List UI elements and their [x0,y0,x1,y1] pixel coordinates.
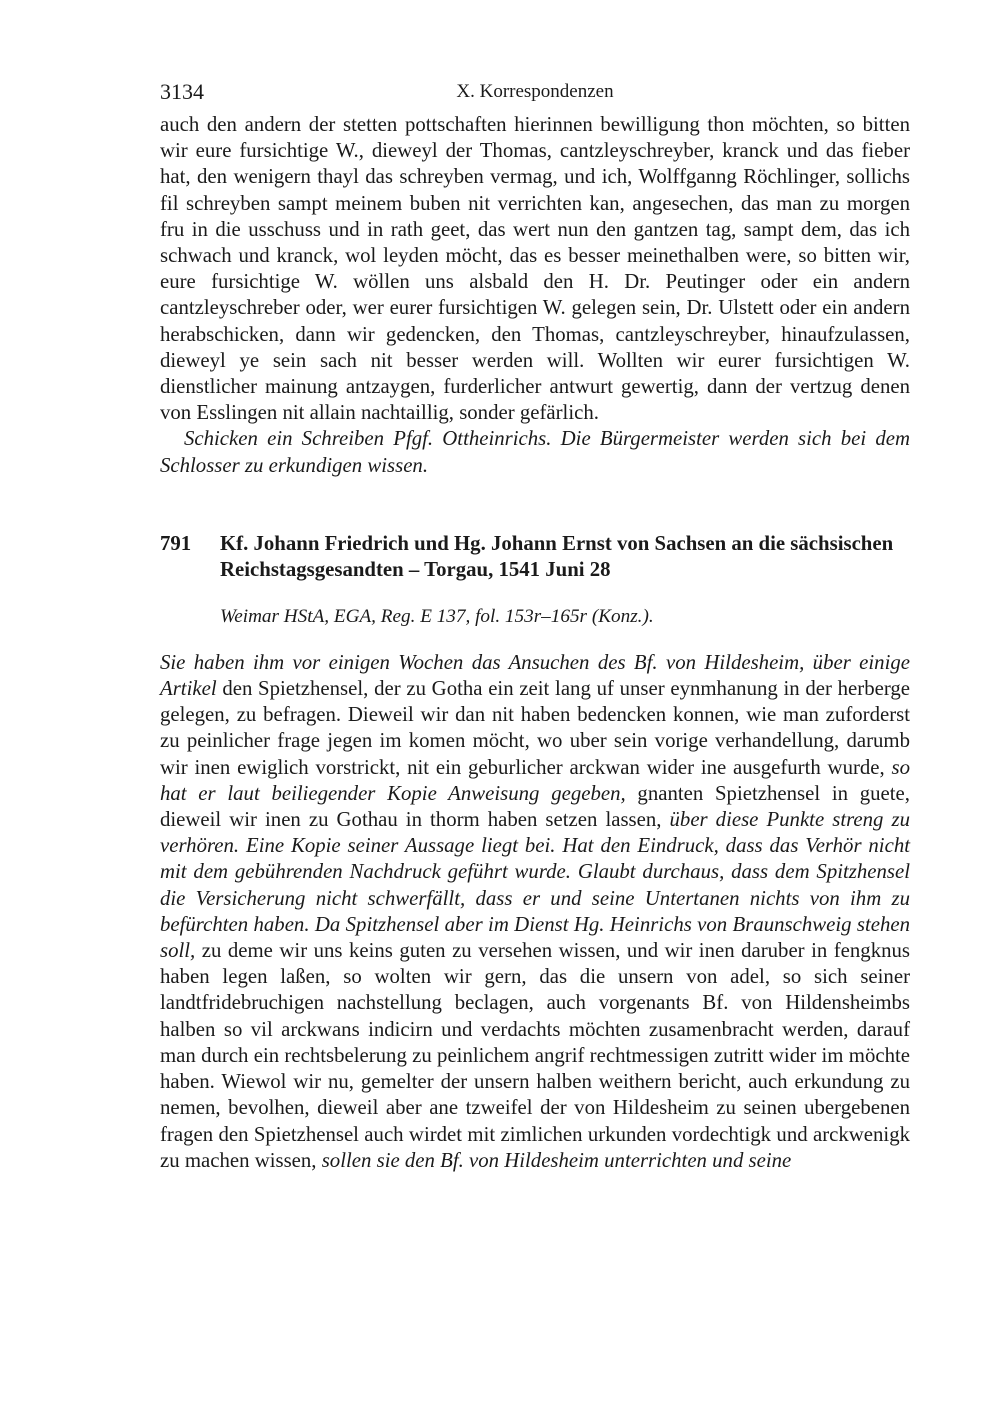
entry-title: Kf. Johann Friedrich und Hg. Johann Ernst von Sachsen an die sächsischen Reichstagsgesandten – Torgau, 1541 Juni 28 [220,531,894,582]
continuation-paragraph: auch den andern der stetten pottschaften hierinnen bewilligung thon möchten, so bitten wir eure fursichtige W., dieweyl der Thomas, cantzleyschreyber, kranck und das fieber hat, den wenigern thayl das schreyben vermag, und ich, Wolffganng Röchlinger, sollichs fil schreyben sampt meinem buben nit verrichten kan, angesechen, das man zu morgen fru in die usschuss und in rath geet, das wert nun den gantzen tag, sampt dem, das ich schwach und kranck, wol leyden möcht, das es besser meinethalben were, so bitten wir, eure fursichtige W. wöllen uns alsbald den H. Dr. Peutinger oder ein andern cantzleyschreber oder, wer eurer fursichtigen W. gelegen sein, Dr. Ulstett oder ein andern herabschicken, dann wir gedencken, den Thomas, cantzleyschreyber, hinaufzulassen, dieweyl ye sein sach nit besser werden will. Wollten wir eurer fursichtigen W. dienstlicher mainung antzaygen, furderlicher antwurt gewertig, dann der vertzug denen von Esslingen nit allain nachtaillig, sonder gefärlich. [160,113,910,425]
entry-number: 791 [160,531,192,555]
page-header [160,76,910,112]
running-title: X. Korrespondenzen [456,81,614,102]
body-segment: so hat er laut beiliegender Kopie Anweisung gegeben, [160,755,910,805]
document-entry-heading [160,531,910,584]
body-segment: zu deme wir uns keins guten zu versehen wissen, und wir inen daruber in fengknus haben legen laßen, so wolten wir gern, das die unsern von adel, so sich seiner landtfridebruchigen nachstellung beclagen, auch vorgenants Bf. von Hildensheimbs halben so vil arckwans indicirn und verdachts möchten zusamenbracht werden, darauf man durch ein rechtsbelerung zu peinlichem angrif rechtmessigen zutritt wider im möchte haben. Wiewol wir nu, gemelter der unsern halben weithern bericht, auch erkundung zu nemen, bevolhen, dieweil aber ane tzweifel der von Hildesheim zu seinen ubergebenen fragen den Spietzhensel auch wirdet mit zimlichen urkunden vordechtigk und arckwenigk zu machen wissen, [160,939,910,1172]
page [160,76,910,1174]
continuation-summary: Schicken ein Schreiben Pfgf. Ottheinrichs. Die Bürgermeister werden sich bei dem Schlosser zu erkundigen wissen. [160,427,910,477]
body-segment: gnanten Spietzhensel in guete, dieweil wir inen zu Gothau in thorm haben setzen lassen, [160,781,910,832]
body-segment: sollen sie den Bf. von Hildesheim unterrichten und seine [321,1148,792,1172]
body-segment: Sie haben ihm vor einigen Wochen das Ansuchen des Bf. von Hildesheim, über einige Artikel [160,650,910,701]
body-segment: über diese Punkte streng zu verhören. Eine Kopie seiner Aussage liegt bei. Hat den Eindruck, dass das Verhör nicht mit dem gebührenden Nachdruck geführt wurde. Glaubt durchaus, dass dem Spitzhensel die Versicherung nicht schwerfällt, dass er und seine Untertanen nichts von ihm zu befürchten haben. Da Spitzhensel aber im Dienst Hg. Heinrichs von Braunschweig stehen soll, [160,808,910,963]
archival-source: Weimar HStA, EGA, Reg. E 137, fol. 153r–165r (Konz.). [220,605,654,627]
entry-body [160,650,910,1174]
body-segment: den Spietzhensel, der zu Gotha ein zeit lang uf unser eynmhanung in der herberge gelegen, zu befragen. Dieweil wir dan nit haben bedencken konnen, wie man zuforderst zu peinlicher frage jegen im komen möcht, wo uber sein vorige verhandellung, darumb wir inen ewiglich vorstrickt, nit ein geburlicher arckwan wider ine ausgefurth wurde, [160,677,911,779]
page-number: 3134 [160,79,204,104]
